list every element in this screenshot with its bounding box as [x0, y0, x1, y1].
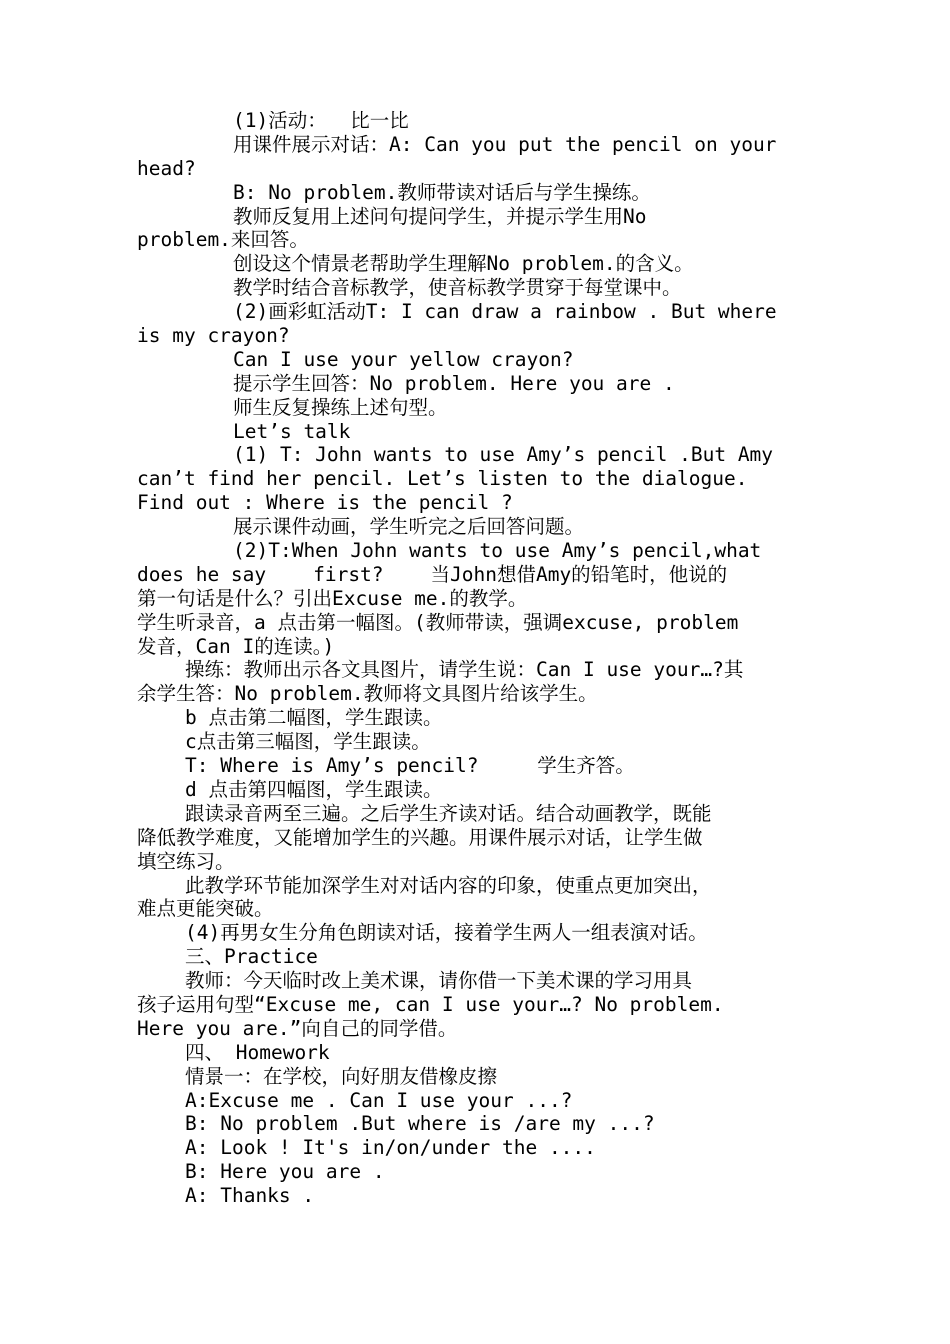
text-line: 教师：今天临时改上美术课，请你借一下美术课的学习用具 — [185, 969, 693, 993]
text-line: 降低教学难度，又能增加学生的兴趣。用课件展示对话，让学生做 — [137, 825, 703, 849]
text-line: 填空练习。 — [137, 849, 235, 873]
text-line: 用课件展示对话：A: Can you put the pencil on your — [233, 132, 777, 156]
text-line: 孩子运用句型“Excuse me, can I use your…? No problem. — [137, 992, 724, 1016]
text-line: 三、Practice — [185, 945, 318, 969]
text-line: 学生听录音，a 点击第一幅图。(教师带读，强调excuse, problem — [137, 610, 739, 634]
text-line: 第一句话是什么？引出Excuse me.的教学。 — [137, 586, 528, 610]
text-line: 余学生答：No problem.教师将文具图片给该学生。 — [137, 682, 598, 706]
text-line: 展示课件动画，学生听完之后回答问题。 — [233, 515, 585, 539]
text-line: 难点更能突破。 — [137, 897, 274, 921]
text-line: B: No problem.教师带读对话后与学生操练。 — [233, 180, 651, 204]
text-line: A: Look ! It's in/on/under the .... — [185, 1136, 596, 1160]
text-line: A:Excuse me . Can I use your ...? — [185, 1088, 573, 1112]
text-line: A: Thanks . — [185, 1184, 315, 1208]
text-line: does he say first? 当John想借Amy的铅笔时，他说的 — [137, 562, 728, 586]
text-line: d 点击第四幅图，学生跟读。 — [185, 777, 443, 801]
text-line: B: Here you are . — [185, 1160, 385, 1184]
text-line: 教师反复用上述问句提问学生，并提示学生用No — [233, 204, 647, 228]
document-body — [137, 109, 827, 1208]
text-line: (2)T:When John wants to use Amy’s pencil,what — [233, 539, 762, 563]
text-line: (1) T: John wants to use Amy’s pencil .But Amy — [233, 443, 774, 467]
text-line: (1)活动： 比一比 — [233, 109, 409, 132]
text-line: c点击第三幅图，学生跟读。 — [185, 730, 431, 754]
text-line: Can I use your yellow crayon? — [233, 347, 574, 371]
text-line: (2)画彩虹活动T: I can draw a rainbow . But where — [233, 300, 777, 324]
text-line: 创设这个情景老帮助学生理解No problem.的含义。 — [233, 252, 694, 276]
text-line: 发音，Can I的连读。) — [137, 634, 335, 658]
text-line: Let’s talk — [233, 419, 351, 443]
text-line: problem.来回答。 — [137, 228, 309, 252]
text-line: 跟读录音两至三遍。之后学生齐读对话。结合动画教学，既能 — [185, 801, 712, 825]
text-line: 此教学环节能加深学生对对话内容的印象，使重点更加突出， — [185, 873, 712, 897]
text-line: 教学时结合音标教学，使音标教学贯穿于每堂课中。 — [233, 276, 682, 300]
text-line: 师生反复操练上述句型。 — [233, 395, 448, 419]
text-line: 提示学生回答：No problem. Here you are . — [233, 371, 675, 395]
text-line: Find out : Where is the pencil ? — [137, 491, 513, 515]
text-line: head? — [137, 156, 196, 180]
text-line: 操练：教师出示各文具图片，请学生说：Can I use your…?其 — [185, 658, 744, 682]
text-line: Here you are.”向自己的同学借。 — [137, 1016, 458, 1040]
text-line: 情景一：在学校，向好朋友借橡皮擦 — [185, 1064, 498, 1088]
text-line: T: Where is Amy’s pencil? 学生齐答。 — [185, 754, 635, 778]
text-line: b 点击第二幅图，学生跟读。 — [185, 706, 443, 730]
text-line: 四、 Homework — [185, 1040, 330, 1064]
text-line: (4)再男女生分角色朗读对话，接着学生两人一组表演对话。 — [185, 921, 708, 945]
text-line: B: No problem .But where is /are my ...? — [185, 1112, 655, 1136]
text-line: can’t find her pencil. Let’s listen to the dialogue. — [137, 467, 748, 491]
text-line: is my crayon? — [137, 324, 290, 348]
